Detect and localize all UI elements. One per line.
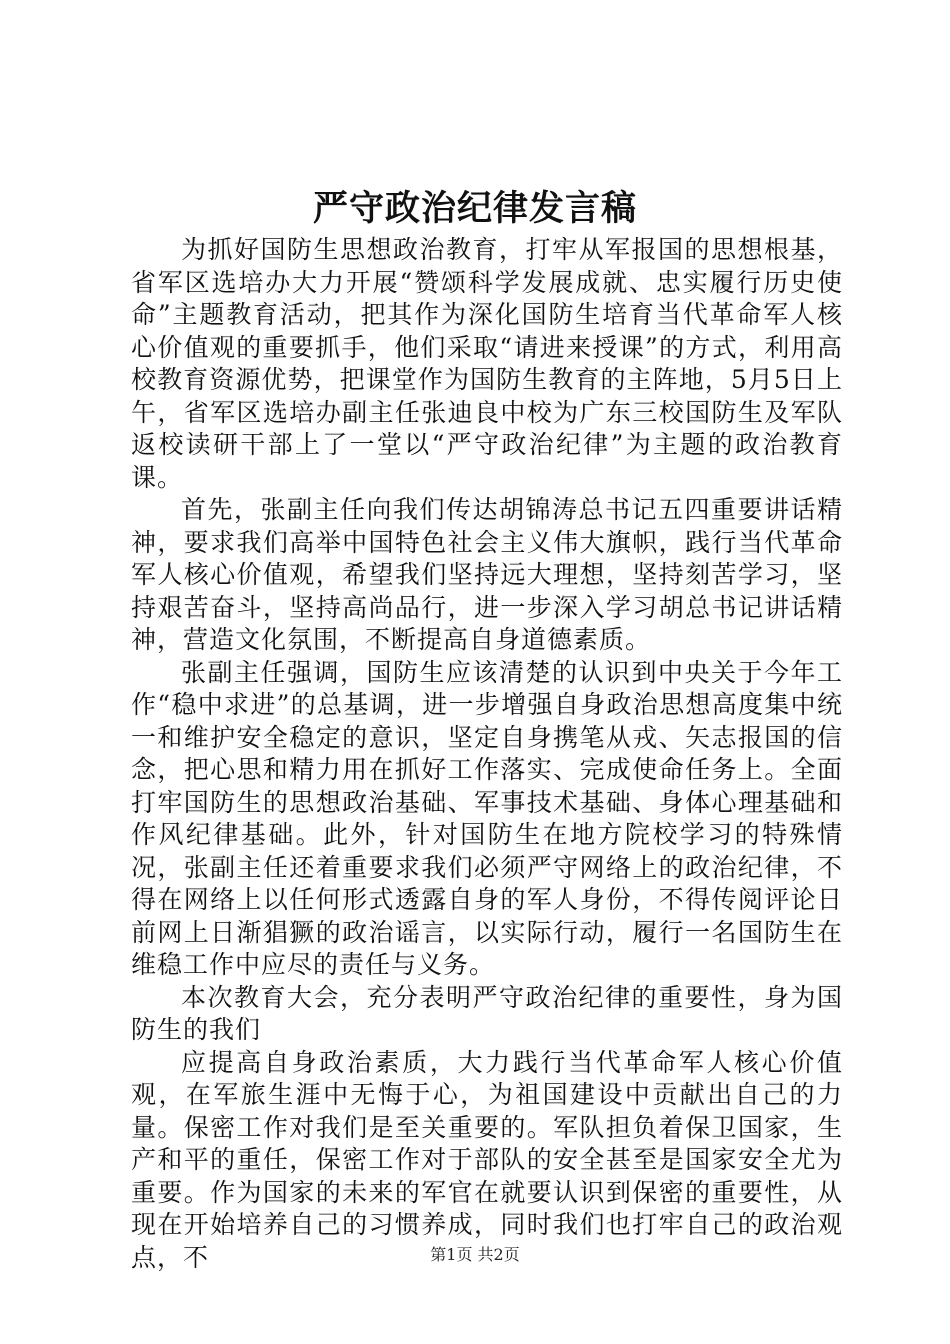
paragraph-3: 张副主任强调，国防生应该清楚的认识到中央关于今年工作“稳中求进”的总基调，进一步增强自身政治思想高度集中统一和维护安全稳定的意识，坚定自身携笔从戎、矢志报国的信念，把心思和精力用在抓好工作落实、完成使命任务上。全面打牢国防生的思想政治基础、军事技术基础、身体心理基础和作风纪律基础。此外，针对国防生在地方院校学习的特殊情况，张副主任还着重要求我们必须严守网络上的政治纪律，不得在网络上以任何形式透露自身的军人身份，不得传阅评论日前网上日渐猖獗的政治谣言，以实际行动，履行一名国防生在维稳工作中应尽的责任与义务。: [131, 657, 843, 979]
page-footer: 第1页 共2页: [430, 1245, 520, 1264]
paragraph-1: 为抓好国防生思想政治教育，打牢从军报国的思想根基，省军区选培办大力开展“赞颂科学发展成就、忠实履行历史使命”主题教育活动，把其作为深化国防生培育当代革命军人核心价值观的重要抓手，他们采取“请进来授课”的方式，利用高校教育资源优势，把课堂作为国防生教育的主阵地，5月5日上午，省军区选培办副主任张迪良中校为广东三校国防生及军队返校读研干部上了一堂以“严守政治纪律”为主题的政治教育课。: [131, 235, 843, 492]
paragraph-2: 首先，张副主任向我们传达胡锦涛总书记五四重要讲话精神，要求我们高举中国特色社会主义伟大旗帜，践行当代革命军人核心价值观，希望我们坚持远大理想，坚持刻苦学习，坚持艰苦奋斗，坚持高尚品行，进一步深入学习胡总书记讲话精神，营造文化氛围，不断提高自身道德素质。: [131, 495, 843, 654]
document-body: [131, 234, 843, 1274]
document-title: 严守政治纪律发言稿: [312, 188, 637, 229]
paragraph-5: 应提高自身政治素质，大力践行当代革命军人核心价值观，在军旅生涯中无悔于心，为祖国建设中贡献出自己的力量。保密工作对我们是至关重要的。军队担负着保卫国家，生产和平的重任，保密工作对于部队的安全甚至是国家安全尤为重要。作为国家的未来的军官在就要认识到保密的重要性，从现在开始培养自己的习惯养成，同时我们也打牢自己的政治观点，不: [131, 1047, 843, 1272]
paragraph-4: 本次教育大会，充分表明严守政治纪律的重要性，身为国防生的我们: [131, 982, 843, 1044]
